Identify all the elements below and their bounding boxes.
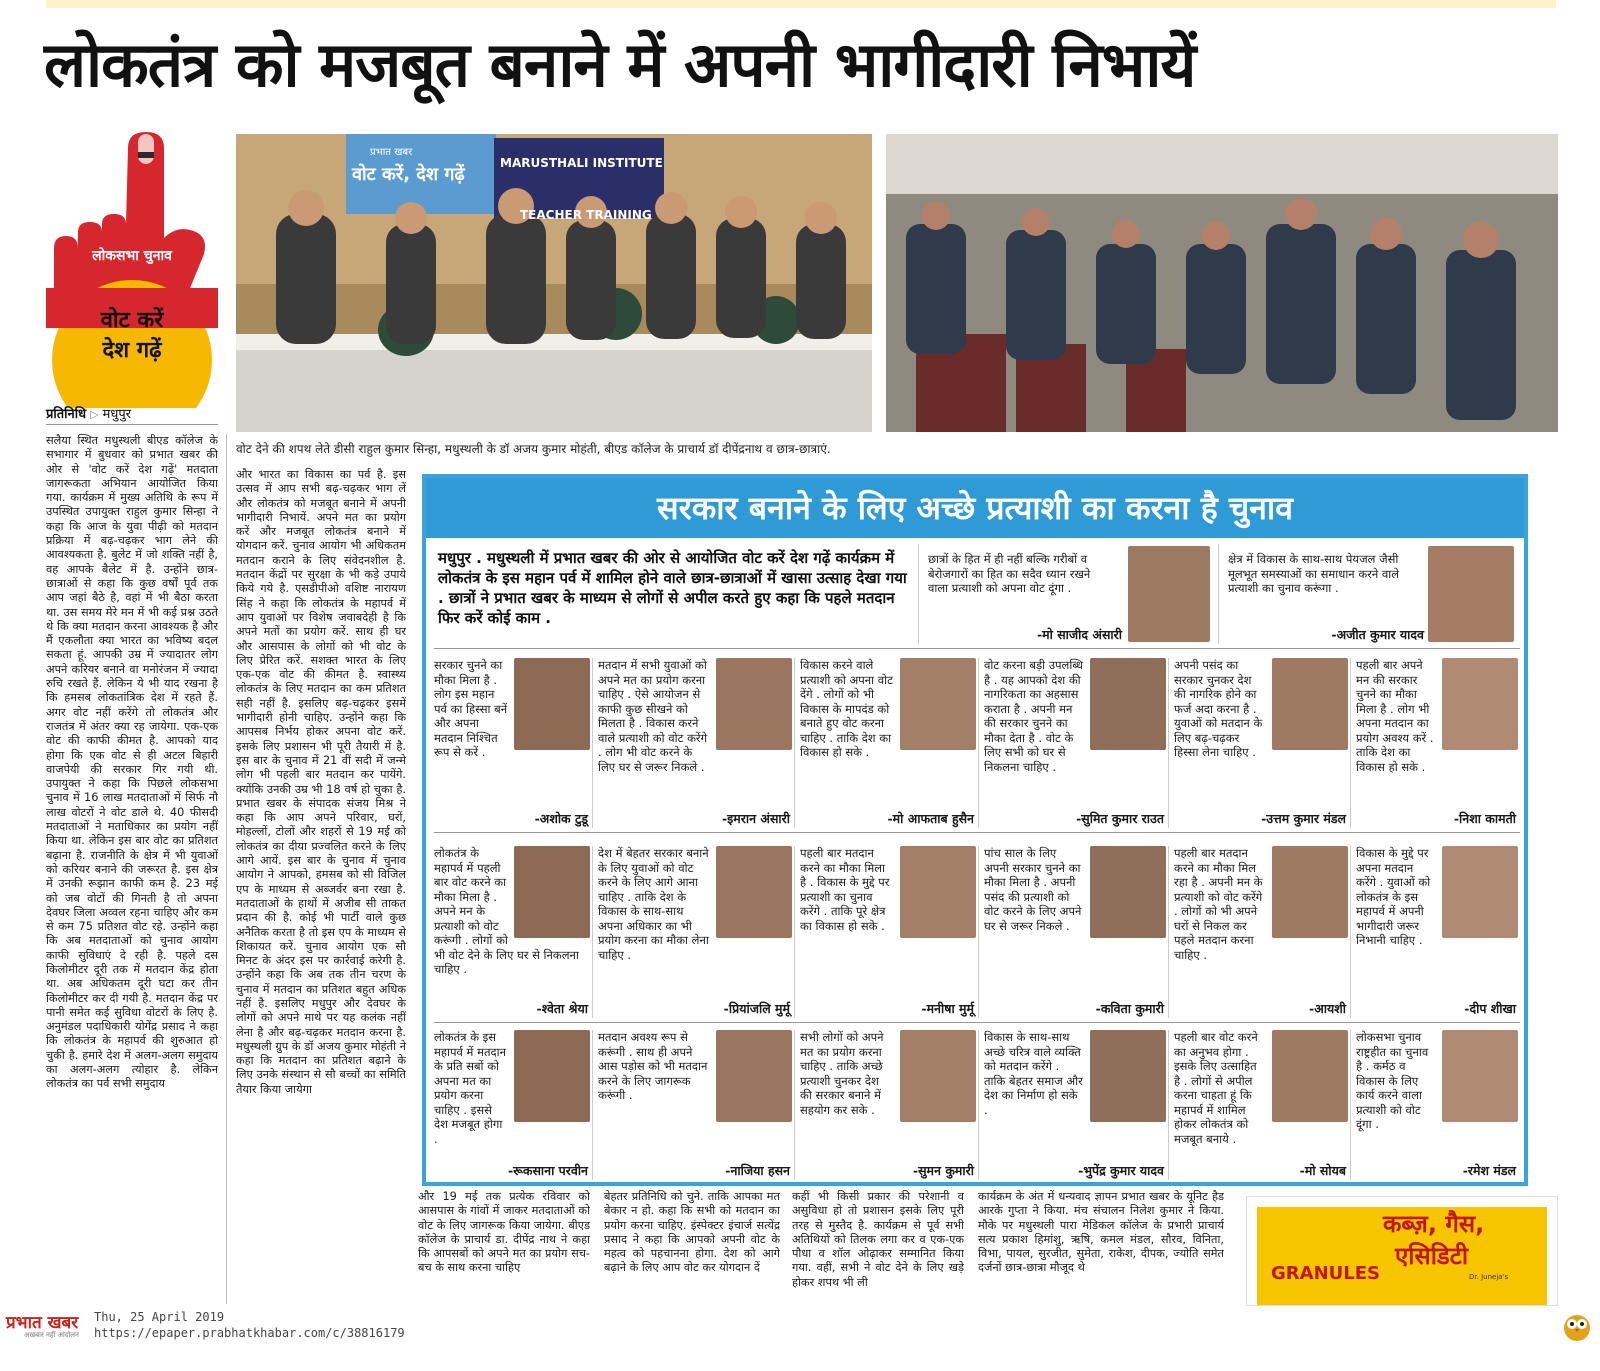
card-divider (794, 846, 795, 1018)
portrait (1428, 546, 1514, 642)
portrait-spacer (1266, 846, 1348, 942)
portrait-spacer (508, 846, 590, 942)
quote-card (1174, 1030, 1352, 1180)
quote-divider (1218, 544, 1219, 644)
quote-body (1174, 1030, 1348, 1146)
quote-card (800, 846, 980, 1018)
card-divider (794, 1030, 795, 1180)
quote-card (1356, 658, 1522, 828)
quote-text: सरकार चुनने का मौका मिला है . लोग इस महान पर्व का हिस्सा बनें और अपना मतदान निश्चित रूप से करें . (434, 658, 508, 759)
publication-logo: प्रभात खबर (6, 1313, 79, 1333)
quote-body (800, 658, 976, 760)
portrait-spacer (1084, 846, 1166, 942)
card-divider (592, 658, 593, 828)
logo-slogan-1: वोट करें (100, 307, 164, 333)
quote-name: -भुपेंद्र कुमार यादव (1078, 1162, 1164, 1178)
card-divider (592, 846, 593, 1018)
campaign-logo (46, 128, 218, 408)
divider (46, 424, 218, 425)
portrait-spacer (710, 1030, 792, 1126)
card-divider (592, 1030, 593, 1180)
photo-students-oath (886, 134, 1558, 432)
bottom-column-4: कार्यक्रम के अंत में धन्यवाद ज्ञापन प्रभात खबर के यूनिट हैड आरके गुप्ता ने किया. मंच संचालन निलेश कुमार ने किया. मौके पर मधुस्थली पारा मेडिकल कॉलेज के प्रभारी प्राचार्य सत्य प्रकाश हिमांशु, ऋषि, कमल मंडल, सौरव, विनिता, विभा, पायल, सुरजीत, सुमेता, राकेश, दीपक, ज्योति समेत दर्जनों छात्र-छात्रा मौजूद थे (978, 1190, 1224, 1275)
card-divider (978, 1030, 979, 1180)
portrait-spacer (508, 1030, 590, 1126)
portrait (1128, 546, 1210, 642)
byline (46, 404, 218, 422)
portrait-spacer (894, 1030, 976, 1126)
portrait-spacer (1266, 658, 1348, 754)
logo-label: लोकसभा चुनाव (92, 248, 172, 264)
banner-text-1: प्रभात खबर (370, 147, 413, 158)
quote-card (800, 1030, 980, 1180)
quote-text: अपनी पसंद का सरकार चुनकर देश की नागरिक होने का फर्ज अदा करना है . युवाओं को मतदान के लिए बढ़-चढ़कर हिस्सा लेना चाहिए . (1174, 658, 1263, 759)
quote-name: -सुमित कुमार राउत (1076, 810, 1164, 826)
quote-card (800, 658, 980, 828)
quote-name: -इमरान अंसारी (721, 810, 790, 826)
row-divider (434, 648, 1520, 649)
portrait-spacer (508, 658, 590, 754)
quote-card (598, 1030, 796, 1180)
article-column-1: सलैया स्थित मधुस्थली बीएड कॉलेज के सभागार में बुधवार को प्रभात खबर की ओर से 'वोट करें देश गढ़ें' मतदाता जागरूकता अभियान आयोजित किया गया. कार्यक्रम में मुख्य अतिथि के रूप में उपस्थित उपायुक्त राहुल कुमार सिन्हा ने कहा कि आज के युवा पीढ़ी को मतदान प्रक्रिया में बढ़-चढ़कर भाग लेने की आवश्यकता है. बुलेट में जो शक्ति नहीं है, वह आपके बैलेट में है. उन्होंने छात्र-छात्राओं से कहा कि कुछ वर्षों पूर्व तक आप जहां बैठे है, वहां में भी बैठा करता था. उस समय मेरे मन में भी कई प्रश्न उठते थे कि क्या मतदान करना आवश्यक है और मैं एकलौता क्या भारत का भविष्य बदल सकता हूं. आपकी उम्र में ज्यादातर लोग अपने करियर बनाने वा मनोरंजन में ज्यादा रुचि रखते हैं. लेकिन ये भी याद रखना है कि हमसब लोकतांत्रिक देश में रहते हैं. अगर वोट नहीं करेंगे तो लोकतंत्र और राजतंत्र में अंतर क्या रह जायेगा. एक-एक वोट की काफी कीमत है. आपको याद होगा कि एक वोट से ही अटल बिहारी वाजपेयी की सरकार गिर गयी थी. उपायुक्त ने कहा कि पिछले लोकसभा चुनाव में 16 लाख मतदाताओं में सिर्फ नौ लाख वोटरों ने वोट डाले थे. 40 फीसदी मतदाताओं ने मताधिकार का प्रयोग नहीं किया था. लेकिन इस बार वोट का प्रतिशत बढ़ाना है. राजनीति के क्षेत्र में भी युवाओं को करियर बनाने की जरूरत है. इस क्षेत्र में उनकी रूझान काफी कम है. 23 मई को जब वोटों की गिनती है तो अपना देवघर जिला अव्वल रहना चाहिए और कम से कम 75 प्रतिशत वोट रहे. उन्होंने कहा कि अब मतदाताओं को चुनाव आयोग काफी सुविधाएं दे रही है. पहले दस किलोमीटर दूरी तक में मतदान केंद्र होता था. अब अधिकतम दूरी घटा कर तीन किलोमीटर कर दी गयी है. मतदान केंद्र पर पानी समेत कई सुविधा वोटरों के लिए है. अनुमंडल पदाधिकारी योगेंद्र प्रसाद ने कहा कि लोकतंत्र के महापर्व की शुरुआत हो चुकी है. हमारे देश में अलग-अलग समुदाय का अलग-अलग त्योहार है. लेकिन लोकतंत्र का पर्व सभी समुदाय (46, 434, 218, 1091)
card-divider (1350, 846, 1351, 1018)
ad-text-1: कब्ज़, गैस, (1383, 1210, 1485, 1238)
quote-body (800, 846, 976, 942)
quote-card (1356, 1030, 1522, 1180)
row-divider (434, 832, 1520, 833)
inked-finger-icon (46, 128, 218, 408)
quote-body (434, 1030, 590, 1146)
banner-text-3: MARUSTHALI INSTITUTE (500, 156, 663, 170)
stage-photo (236, 134, 872, 432)
intro-divider (918, 544, 919, 644)
quote-name: -आयशी (1309, 1000, 1346, 1016)
quote-name: -कविता कुमारी (1095, 1000, 1164, 1016)
quote-body (984, 846, 1166, 942)
box-intro: मधुपुर . मधुस्थली में प्रभात खबर की ओर से आयोजित वोट करें देश गढ़ें कार्यक्रम में लोकतंत्र के इस महान पर्व में शामिल होने वाले छात्र-छात्राओं में खासा उत्साह देखा गया . छात्रों ने प्रभात खबर के माध्यम से लोगों से अपील करते हुए कहा कि पहले मतदान फिर करें कोई काम . (438, 549, 907, 627)
quote-name: -निशा कामती (1453, 810, 1516, 826)
quote-card (1174, 658, 1352, 828)
quote-body (1356, 1030, 1518, 1132)
quote-body (984, 658, 1166, 774)
quote-name: -नाजिया हसन (725, 1162, 790, 1178)
column-divider (226, 434, 227, 1304)
quote-text: मतदान अवश्य रूप से करूंगी . साथ ही अपने आस पड़ोस को भी मतदान करने के लिए जागरूक करूंगी . (598, 1030, 708, 1102)
advertisement (1246, 1196, 1558, 1306)
quote-text: विकास करने वाले प्रत्याशी को अपना वोट देंगे . लोगों को भी विकास के मापदंड को बनाते हुए वोट करना चाहिए . ताकि देश का विकास हो सके . (800, 658, 893, 759)
portrait-spacer (1436, 846, 1518, 942)
quote-text: वोट करना बड़ी उपलब्धि है . यह आपको देश की नागरिकता का अहसास कराता है . अपनी मन की सरकार चुनने का मौका देता है . वोट के लिए सभी को घर से निकलना चाहिए . (984, 658, 1084, 774)
card-divider (1168, 846, 1169, 1018)
quote-name: -रूकसाना परवीन (507, 1162, 588, 1178)
article-column-2: और भारत का विकास का पर्व है. इस उत्सव में आप सभी बढ़-चढ़कर भाग लें और लोकतंत्र को मजबूत बनाने में अपनी भागीदारी निभायें. अपने मत का प्रयोग करें और मजबूत लोकतंत्र बनाने में योगदान करें. चुनाव आयोग भी अधिकतम मतदान कराने के लिए संवेदनशील है. मतदान केंद्रों पर सुरक्षा के भी कड़े उपाये किये गये है. एसडीपीओ वशिष्ट नारायण सिंह ने कहा कि लोकतंत्र के महापर्व में आप युवाओं पर विशेष जवाबदेही है कि अपने मतों का प्रयोग करें. साथ ही घर और आसपास के लोगों को भी वोट के लिए प्रेरित करें. सशक्त भारत के लिए एक-एक वोट की कीमत है. स्वास्थ्य लोकतंत्र के लिए मतदान का कम प्रतिशत सही नहीं है. इसलिए बढ़-चढ़कर इसमें भागीदारी होनी चाहिए. उन्होंने कहा कि आपसब निर्भय होकर अपना वोट करें. इसके लिए प्रशासन भी पूरी तैयारी में है. इस बार के चुनाव में 21 वीं सदी में जन्मे लोग भी पहली बार मतदान कर पायेंगे. क्योंकि उनकी उम्र भी 18 वर्ष हो चुका है. प्रभात खबर के संपादक संजय मिश्र ने कहा कि आप अपने परिवार, घरों, मोहल्लों, टोलों और शहरों से 19 मई को लोकतंत्र का दीया प्रज्वलित करने के लिए आगे आयें. इस बार के चुनाव में चुनाव आयोग ने आपको, हमसब को सी विजिल एप के माध्यम से अब्जर्वर बना रखा है. मतदाताओं के हाथों में अजीब सी ताकत प्रदान की है. कोई भी पार्टी वाले कुछ अनैतिक करता है तो इस एप के माध्यम से शिकायत करें. चुनाव आयोग एक सौ मिनट के अंदर इस पर कार्रवाई करेगी है. उन्होंने कहा कि अब तक तीन चरण के चुनाव में मतदान का प्रतिशत बहुत अधिक नहीं है. इसलिए मधुपुर और देवघर के लोगों को अपने माथे पर यह कलंक नहीं लेना है और बढ़-चढ़कर मतदान करना है. मधुस्थली ग्रुप के डॉ अजय कुमार मोहंती ने कहा कि मतदान का प्रतिशत बढ़ाने के लिए उनके संस्थान से सौ बच्चों का समिति तैयार किया जायेगा (236, 468, 406, 1096)
quote-body (1174, 846, 1348, 962)
quote-text: पांच साल के लिए अपनी सरकार चुनने का मौका मिला है . अपनी पसंद की प्रत्याशी को वोट करने के लिए अपने घर से जरूर निकले . (984, 846, 1082, 933)
quote-text: पहली बार मतदान करने का मौका मिल रहा है . अपनी मन के प्रत्याशी को वोट करेंगे . लोगों को भी अपने घरों से निकल कर पहले मतदान करना चाहिए . (1174, 846, 1263, 962)
quote-body (434, 658, 590, 760)
ad-text-2: एसिडिटी (1395, 1242, 1469, 1270)
quote-body (1356, 658, 1518, 774)
quote-name: -उत्तम कुमार मंडल (1261, 810, 1346, 826)
quote-name: -श्वेता श्रेया (536, 1000, 588, 1016)
quote-name: -दीप शीखा (1464, 1000, 1516, 1016)
bottom-column-2: बेहतर प्रतिनिधि को चुने. ताकि आपका मत बेकार न हो. कहा कि सभी को मतदान का प्रयोग करना चाहिए. इंस्पेक्टर इंचार्ज सत्येंद्र प्रसाद ने कहा कि आपको अपनी वोट के महत्व को पहचानना होगा. देश को आगे बढ़ाने के लिए आप वोट कर योगदान दें (604, 1190, 780, 1275)
byline-role: प्रतिनिधि (46, 407, 87, 422)
bottom-column-1: और 19 मई तक प्रत्येक रविवार को आसपास के गांवों में जाकर मतदाताओं को वोट के लिए जागरूक किया जायेगा. बीएड कॉलेज के प्राचार्य डा. दीपेंद्र नाथ ने कहा कि आपसबों को अपने मत का प्रयोग सच-बच के साथ करना चाहिए (418, 1190, 590, 1275)
portrait-spacer (1084, 1030, 1166, 1126)
quote-text: क्षेत्र में विकास के साथ-साथ पेयजल जैसी मूलभूत समस्याओं का समाधान करने वाले प्रत्याशी का चुनाव करूंगा . (1228, 552, 1400, 595)
portrait-spacer (894, 658, 976, 754)
quote-body (1356, 846, 1518, 948)
triangle-icon: ▷ (90, 408, 99, 421)
quote-name: -सुमन कुमारी (912, 1162, 974, 1178)
quote-card (984, 658, 1170, 828)
portrait-spacer (710, 846, 792, 942)
card-divider (978, 658, 979, 828)
epaper-link[interactable]: https://epaper.prabhatkhabar.com/c/38816179 (94, 1326, 405, 1340)
quote-text: लोकसभा चुनाव राष्ट्रहीत का चुनाव है . कर्मठ व विकास के लिए कार्य करने वाला प्रत्याशी को वोट दूंगा . (1356, 1030, 1429, 1131)
quote-card (434, 846, 594, 1018)
portrait-spacer (1266, 1030, 1348, 1126)
ad-maker: Dr. Juneja's (1469, 1273, 1509, 1281)
quote-body (984, 1030, 1166, 1126)
quote-text: सभी लोगों को अपने मत का प्रयोग करना चाहिए . ताकि अच्छे प्रत्याशी चुनकर देश की सरकार बनाने में सहयोग कर सके . (800, 1030, 884, 1117)
quote-card (1356, 846, 1522, 1018)
quote-card (598, 846, 796, 1018)
quote-text: विकास के साथ-साथ अच्छे चरित्र वाले व्यक्ति को मतदान करेंगे . ताकि बेहतर समाज और देश का निर्माण हो सके . (984, 1030, 1083, 1117)
portrait-spacer (1084, 658, 1166, 754)
quote-name: -मो साजीद अंसारी (1036, 626, 1122, 642)
card-divider (794, 658, 795, 828)
quote-body (598, 846, 792, 962)
quote-text: लोकतंत्र के महापर्व में पहली बार वोट करने का मौका मिला है . अपने मन के प्रत्याशी को वोट करूंगी . लोगों को भी वोट देने के लिए घर से निकलना चाहिए . (434, 846, 579, 976)
photo-caption: वोट देने की शपथ लेते डीसी राहुल कुमार सिन्हा, मधुस्थली के डॉ अजय कुमार मोहंती, बीएड कॉलेज के प्राचार्य डॉ दीपेंद्रनाथ व छात्र-छात्राएं. (236, 442, 831, 456)
portrait-spacer (1436, 658, 1518, 754)
quote-card (1174, 846, 1352, 1018)
logo-slogan-2: देश गढ़ें (102, 337, 162, 363)
card-divider (1168, 1030, 1169, 1180)
portrait-spacer (894, 846, 976, 942)
banner-text-4: TEACHER TRAINING (520, 208, 652, 222)
quote-body (598, 658, 792, 774)
portrait-spacer (710, 658, 792, 754)
quote-body (1174, 658, 1348, 760)
quote-body (598, 1030, 792, 1126)
photo-stage-oath (236, 134, 872, 432)
quote-card (598, 658, 796, 828)
quote-card (434, 658, 594, 828)
quote-card (984, 846, 1170, 1018)
bottom-column-3: कहीं भी किसी प्रकार की परेशानी व असुविधा हो तो प्रशासन इसके लिए पूरी तरह से मुस्तैद है. कार्यक्रम से पूर्व सभी अतिथियों को तिलक लगा कर व एक-एक पौधा व शॉल ओढ़ाकर सम्मानित किया गया. वहीं, सभी ने वोट देने के लिए खड़े होकर शपथ भी ली (792, 1190, 964, 1289)
banner-text-2: वोट करें, देश गढ़ें (352, 164, 465, 185)
quote-text: पहली बार वोट करने का अनुभव होगा . इसके लिए उत्साहित है . लोगों से अपील करना चाहता हूं कि महापर्व में शामिल होकर लोकतंत्र को मजबूत बनाये . (1174, 1030, 1258, 1146)
quote-body (434, 846, 590, 977)
quote-name: -अशोक टुडू (534, 810, 588, 826)
quote-body (800, 1030, 976, 1126)
card-divider (1350, 658, 1351, 828)
headline: लोकतंत्र को मजबूत बनाने में अपनी भागीदारी निभायें (44, 28, 1196, 101)
top-strip (46, 0, 1556, 8)
quote-text: लोकतंत्र के इस महापर्व में मतदान के प्रति सबों को अपना मत का प्रयोग करना चाहिए . इससे देश मजबूत होगा . (434, 1030, 506, 1146)
quote-name: -मनीषा मुर्मू (921, 1000, 974, 1016)
quote-name: -अजीत कुमार यादव (1331, 626, 1424, 642)
card-divider (978, 846, 979, 1018)
box-title: सरकार बनाने के लिए अच्छे प्रत्याशी का करना है चुनाव (426, 478, 1524, 538)
quote-text: विकास के मुद्दे पर अपना मतदान करेंगे . युवाओं को लोकतंत्र के इस महापर्व में अपनी भागीदारी जरूर निभानी चाहिए . (1356, 846, 1431, 947)
row-divider (434, 1022, 1520, 1023)
audience-photo (886, 134, 1558, 432)
quote-name: -रमेश मंडल (1462, 1162, 1516, 1178)
quote-text: पहली बार अपने मन की सरकार चुनने का मौका मिला है . लोग भी अपना मतदान का प्रयोग अवश्य करें . ताकि देश का विकास हो सके . (1356, 658, 1434, 774)
quote-text: पहली बार मतदान करने का मौका मिला है . विकास के मुद्दे पर प्रत्याशी का चुनाव करेंगे . ताकि पूरे क्षेत्र का विकास हो सके . (800, 846, 890, 933)
card-divider (1168, 658, 1169, 828)
portrait-spacer (1436, 1030, 1518, 1126)
quote-text: छात्रों के हित में ही नहीं बल्कि गरीबों व बेरोजगारों का हित का सदैव ध्यान रखने वाला प्रत्याशी को अपना वोट दूंगा . (928, 552, 1091, 595)
quote-card (434, 1030, 594, 1180)
owl-icon[interactable] (1562, 1308, 1592, 1342)
quote-text: मतदान में सभी युवाओं को अपने मत का प्रयोग करना चाहिए . ऐसे आयोजन से काफी कुछ सीखने को मिलता है . विकास करने वाले प्रत्याशी को वोट करेंगे . लोग भी वोट करने के लिए घर से जरूर निकले . (598, 658, 708, 774)
byline-place: मधुपुर (102, 407, 132, 422)
quote-name: -मो सोयब (1299, 1162, 1346, 1178)
edition-date: Thu, 25 April 2019 (94, 1310, 225, 1324)
quote-name: -प्रियांजलि मुर्मू (723, 1000, 790, 1016)
quote-card (984, 1030, 1170, 1180)
card-divider (1350, 1030, 1351, 1180)
quote-text: देश में बेहतर सरकार बनाने के लिए युवाओं को वोट करने के लिए आगे आना चाहिए . ताकि देश के विकास के साथ-साथ अपना अधिकार का भी प्रयोग करना का मौका लेना चाहिए . (598, 846, 709, 962)
ad-brand: GRANULES (1271, 1263, 1380, 1284)
quote-name: -मो आफताब हुसैन (887, 810, 974, 826)
publication-tagline: अख़बार नहीं आंदोलन (24, 1331, 79, 1339)
